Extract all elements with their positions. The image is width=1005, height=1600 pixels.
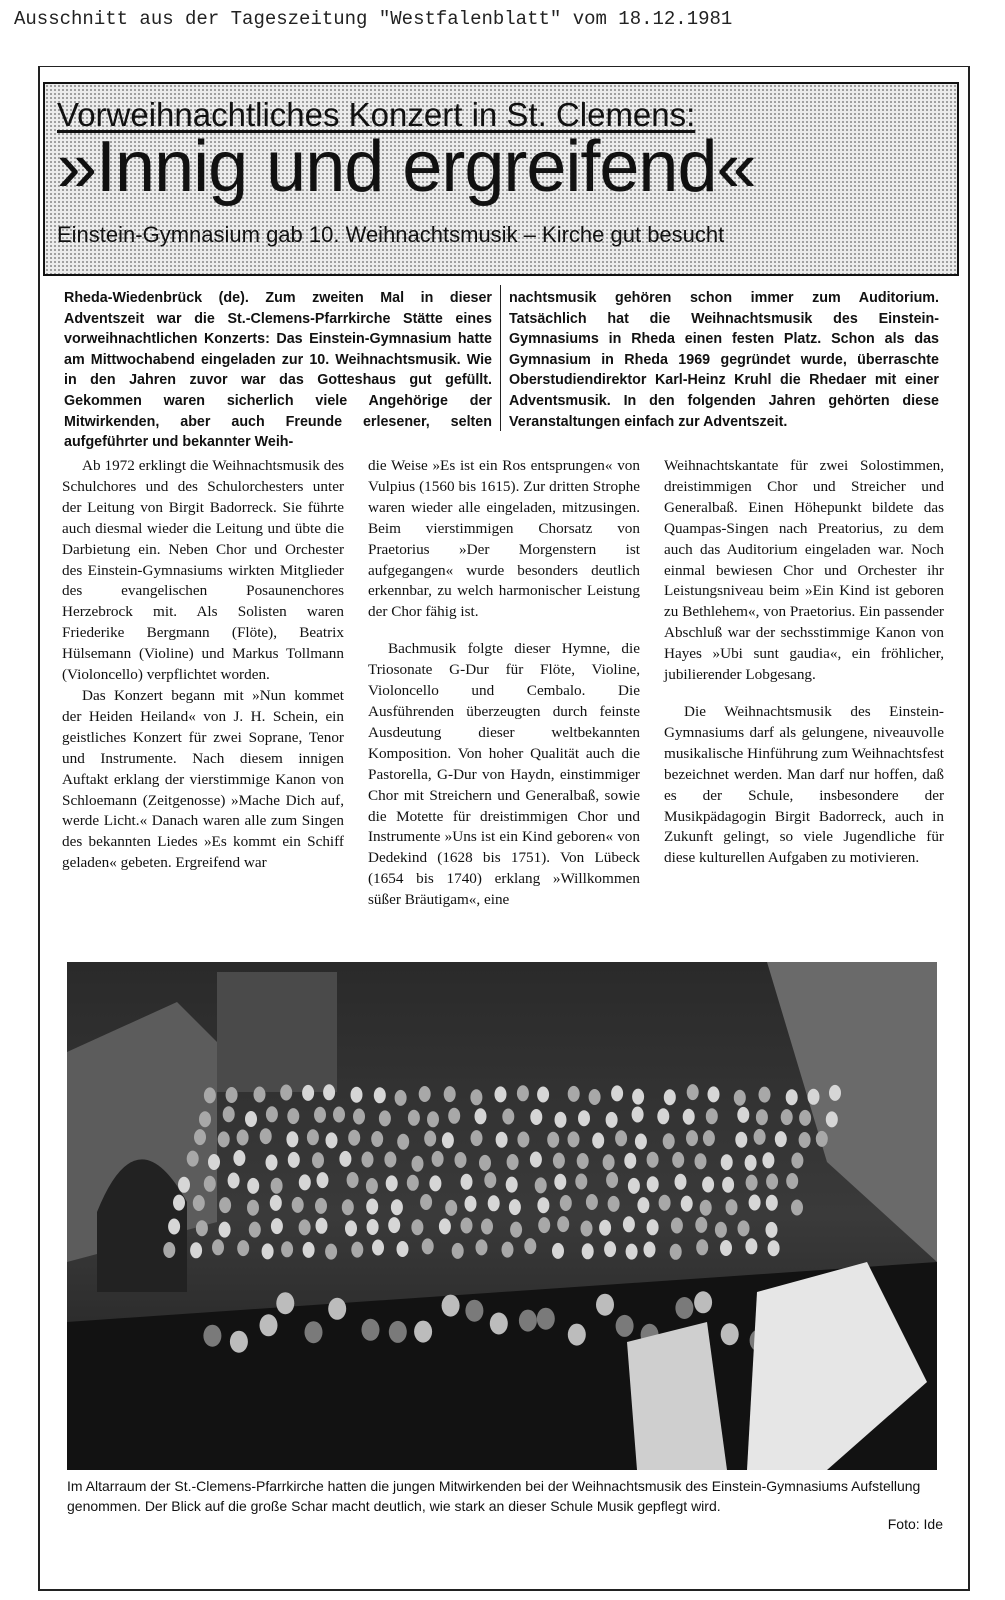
lead-column-2: nachtsmusik gehören schon immer zum Auditorium. Tatsächlich hat die Weihnachtsmusik des Einstein-Gymnasiums in Rheda einen festen Platz. Schon als das Gymnasium in Rheda 1969 gegründet wurde, überraschte Oberstudiendirektor Karl-Heinz Kruhl die Rhedaer mit einer Adventsmusik. In den folgenden Jahren gehörten diese Veranstaltungen einfach zur Adventszeit.	[509, 290, 939, 430]
paragraph: Die Weihnachtsmusik des Einstein-Gymnasiums darf als gelungene, niveauvolle musikalische Hinführung zum Weihnachtsfest bezeichnet werden. Man darf nur hoffen, daß es der Schule, insbesondere der Musikpädagogin Birgit Badorreck, auch in Zukunft gelingt, so viele Jugendliche für diese kulturellen Aufgaben zu motivieren.	[664, 702, 944, 867]
paragraph: Das Konzert begann mit »Nun kommet der Heiden Heiland« von J. H. Schein, ein geistliches Konzert für zwei Soprane, Tenor und Instrumente. Nach diesem innigen Auftakt erklang der vierstimmige Kanon von Schloemann (Zeitgenosse) »Mache Dich auf, werde Licht.« Danach waren alle zum Singen des bekannten Liedes »Es kommt ein Schiff geladen« gebeten. Ergreifend war	[62, 686, 344, 872]
body-column-3	[664, 456, 944, 869]
body-column-2	[368, 456, 640, 911]
paragraph: die Weise »Es ist ein Ros entsprungen« von Vulpius (1560 bis 1615). Zur dritten Strophe waren wieder alle eingeladen, mitzusingen. Beim vierstimmigen Chorsatz von Praetorius »Der Morgenstern ist aufgegangen« wurde besonders deutlich erkennbar, zu welch harmonischer Leistung der Chor fähig ist.	[368, 457, 640, 621]
source-line: Ausschnitt aus der Tageszeitung "Westfalenblatt" vom 18.12.1981	[14, 8, 733, 30]
headline-box	[43, 82, 959, 276]
subhead: Einstein-Gymnasium gab 10. Weihnachtsmusik – Kirche gut besucht	[57, 222, 725, 247]
photo-caption: Im Altarraum der St.-Clemens-Pfarrkirche hatten die jungen Mitwirkenden bei der Weihnachtsmusik des Einstein-Gymnasiums Aufstellung genommen. Der Blick auf die große Schar macht deutlich, wie stark an dieser Schule Musik gepflegt wird.	[67, 1478, 921, 1514]
body-column-1	[62, 456, 344, 874]
kicker: Vorweihnachtliches Konzert in St. Clemens:	[57, 96, 696, 133]
lead-column-1: Rheda-Wiedenbrück (de). Zum zweiten Mal in dieser Adventszeit war die St.-Clemens-Pfarrkirche Stätte eines vorweihnachtlichen Konzerts: Das Einstein-Gymnasium hatte am Mittwochabend eingeladen zur 10. Weihnachtsmusik. Wie in den Jahren zuvor war das Gotteshaus gut gefüllt. Gekommen waren sicherlich viele Angehörige der Mitwirkenden, aber auch Freunde erlesener, selten aufgeführter und bekannter Weih-	[64, 290, 492, 451]
concert-photo-illustration	[67, 962, 937, 1470]
column-divider	[500, 285, 501, 431]
photo-credit: Foto: Ide	[887, 1516, 943, 1532]
concert-photo	[67, 962, 937, 1470]
paragraph: Bachmusik folgte dieser Hymne, die Triosonate G-Dur für Flöte, Violine, Violoncello und Cembalo. Die Ausführenden überzeugten durch feinste Ausdeutung dieser weltbekannten Komposition. Von hoher Qualität auch die Pastorella, G-Dur von Haydn, einstimmiger Chor mit Streichern und Generalbaß, sowie die Motette für dreistimmigen Chor und Instrumente »Uns ist ein Kind geboren« von Dedekind (1628 bis 1751). Von Lübeck (1654 bis 1740) erklang »Willkommen süßer Bräutigam«, eine	[368, 640, 640, 909]
headline: »Innig und ergreifend«	[57, 127, 756, 207]
paragraph: Weihnachtskantate für zwei Solostimmen, dreistimmigen Chor und Streicher und Generalbaß. Einen Höhepunkt bildete das Quampas-Singen nach Preatorius, zu dem auch das Auditorium eingeladen war. Noch einmal bewiesen Chor und Orchester ihr Leistungsniveau beim »Ein Kind ist geboren zu Bethlehem«, von Praetorius. Ein passender Abschluß war der sechsstimmige Kanon von Hayes »Ubi sunt gaudia«, ein fröhlicher, jubilierender Lobgesang.	[664, 457, 944, 684]
paragraph: Ab 1972 erklingt die Weihnachtsmusik des Schulchores und des Schulorchesters unter der Leitung von Birgit Badorreck. Sie führte auch diesmal wieder die Leitung und übte die Darbietung ein. Neben Chor und Orchester des Einstein-Gymnasiums wirkten Mitglieder des evangelischen Posaunenchores Herzebrock mit. Als Solisten waren Friederike Bergmann (Flöte), Beatrix Hülsemann (Violine) und Markus Tollmann (Violoncello) verpflichtet worden.	[62, 457, 344, 684]
